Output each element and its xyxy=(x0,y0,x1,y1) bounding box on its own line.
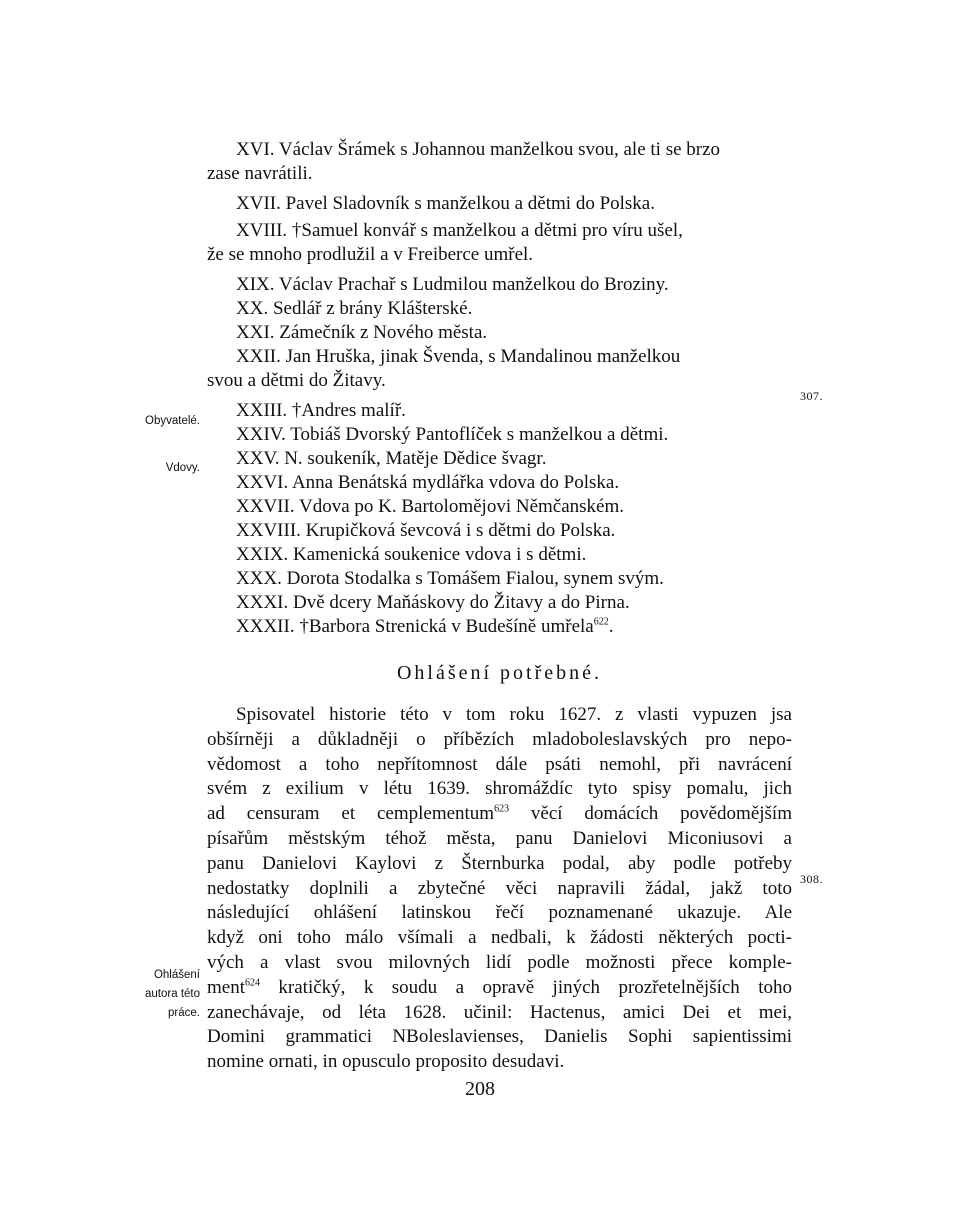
paragraph xyxy=(207,703,792,1075)
paragraph-line: zanechávaje, od léta 1628. učinil: Hactenus, amici Dei et mei, xyxy=(207,1001,792,1023)
list-line: XVI. Václav Šrámek s Johannou manželkou svou, ale ti se brzo xyxy=(236,139,721,160)
page-number: 208 xyxy=(465,1078,495,1100)
list-item-xxx: XXX. Dorota Stodalka s Tomášem Fialou, synem svým. xyxy=(236,568,664,589)
margin-note-obyvatele: Obyvatelé. xyxy=(145,415,200,427)
list-item-xxv: XXV. N. soukeník, Matěje Dědice švagr. xyxy=(236,448,547,469)
paragraph-line xyxy=(207,802,792,827)
list-item-xviii xyxy=(207,219,792,267)
text-span: ad censuram et cemplementum xyxy=(207,803,495,825)
margin-note-vdovy: Vdovy. xyxy=(165,462,200,474)
folio-308: 308. xyxy=(800,872,823,886)
list-item-xxiv: XXIV. Tobiáš Dvorský Pantoflíček s manželkou a dětmi. xyxy=(236,424,669,445)
text-span: věcí domácích povědomějším xyxy=(509,803,792,825)
paragraph-line xyxy=(207,976,792,1001)
list-item-xxix: XXIX. Kamenická soukenice vdova i s dětmi. xyxy=(236,544,587,565)
list-item-xvi xyxy=(207,138,792,186)
folio-307: 307. xyxy=(800,389,823,403)
list-line: že se mnoho prodlužil a v Freiberce umřel. xyxy=(207,244,534,265)
paragraph-line: obšírněji a důkladněji o příbězích mladoboleslavských pro nepo- xyxy=(207,728,792,750)
text-span: ment xyxy=(207,976,245,998)
list-item-xxiii: XXIII. †Andres malíř. xyxy=(236,400,406,421)
text-span: kratičký, k soudu a opravě jiných prozřetelnějších toho xyxy=(260,976,792,998)
margin-note-ohlaseni xyxy=(145,966,200,1023)
list-item-xxviii: XXVIII. Krupičková ševcová i s dětmi do Polska. xyxy=(236,520,616,541)
list-line: XVIII. †Samuel konvář s manželkou a dětmi pro víru ušel, xyxy=(236,220,683,241)
paragraph-line: nedostatky doplnili a zbytečné věci napravili žádal, jakž toto xyxy=(207,877,792,899)
paragraph-line: vědomost a toho nepřítomnost dále psáti nemohl, při navrácení xyxy=(207,753,792,775)
paragraph-line: Domini grammatici NBoleslavienses, Danielis Sophi sapientissimi xyxy=(207,1026,792,1048)
list-line: XXII. Jan Hruška, jinak Švenda, s Mandalinou manželkou xyxy=(236,346,681,367)
list-line: zase navrátili. xyxy=(207,163,313,184)
list-line: svou a dětmi do Žitavy. xyxy=(207,370,386,391)
list-item-xxi: XXI. Zámečník z Nového města. xyxy=(236,322,488,343)
margin-line: Ohlášení xyxy=(153,969,200,981)
list-item-xxxii xyxy=(207,615,792,639)
footnote-marker: 622 xyxy=(593,616,609,628)
punctuation: . xyxy=(608,616,614,637)
list-item-xxxi: XXXI. Dvě dcery Maňáskovy do Žitavy a do Pirna. xyxy=(236,592,630,613)
footnote-marker: 624 xyxy=(245,977,260,989)
list-item-xxvi: XXVI. Anna Benátská mydlářka vdova do Polska. xyxy=(236,472,620,493)
list-line: XXXII. †Barbora Strenická v Budešíně umřela xyxy=(236,616,594,637)
footnote-marker: 623 xyxy=(494,803,510,815)
paragraph-line: Spisovatel historie této v tom roku 1627. z vlasti vypuzen jsa xyxy=(236,704,792,725)
paragraph-line: když oni toho málo všímali a nedbali, k žádosti některých pocti- xyxy=(207,927,792,949)
margin-line: práce. xyxy=(168,1007,200,1019)
paragraph-line: písařům městským téhož města, panu Danielovi Miconiusovi a xyxy=(207,827,792,849)
paragraph-line: nomine ornati, in opusculo proposito desudavi. xyxy=(207,1051,565,1073)
section-heading: Ohlášení potřebné. xyxy=(396,662,603,684)
list-item-xvii: XVII. Pavel Sladovník s manželkou a dětmi do Polska. xyxy=(236,193,655,214)
list-item-xxvii: XXVII. Vdova po K. Bartolomějovi Němčanském. xyxy=(236,496,625,517)
paragraph-line: vých a vlast svou milovných lidí podle možnosti přece komple- xyxy=(207,951,792,973)
list-item-xxii xyxy=(207,345,792,393)
main-text xyxy=(207,138,792,1075)
margin-line: autora této xyxy=(145,988,200,1000)
list-item-xix: XIX. Václav Prachař s Ludmilou manželkou do Broziny. xyxy=(236,274,669,295)
paragraph-line: následující ohlášení latinskou řečí poznamenané ukazuje. Ale xyxy=(207,902,792,924)
paragraph-line: svém z exilium v létu 1639. shromáždíc tyto spisy pomalu, jich xyxy=(207,778,792,800)
list-item-xx: XX. Sedlář z brány Klášterské. xyxy=(236,298,473,319)
paragraph-line: panu Danielovi Kaylovi z Šternburka podal, aby podle potřeby xyxy=(207,852,792,874)
